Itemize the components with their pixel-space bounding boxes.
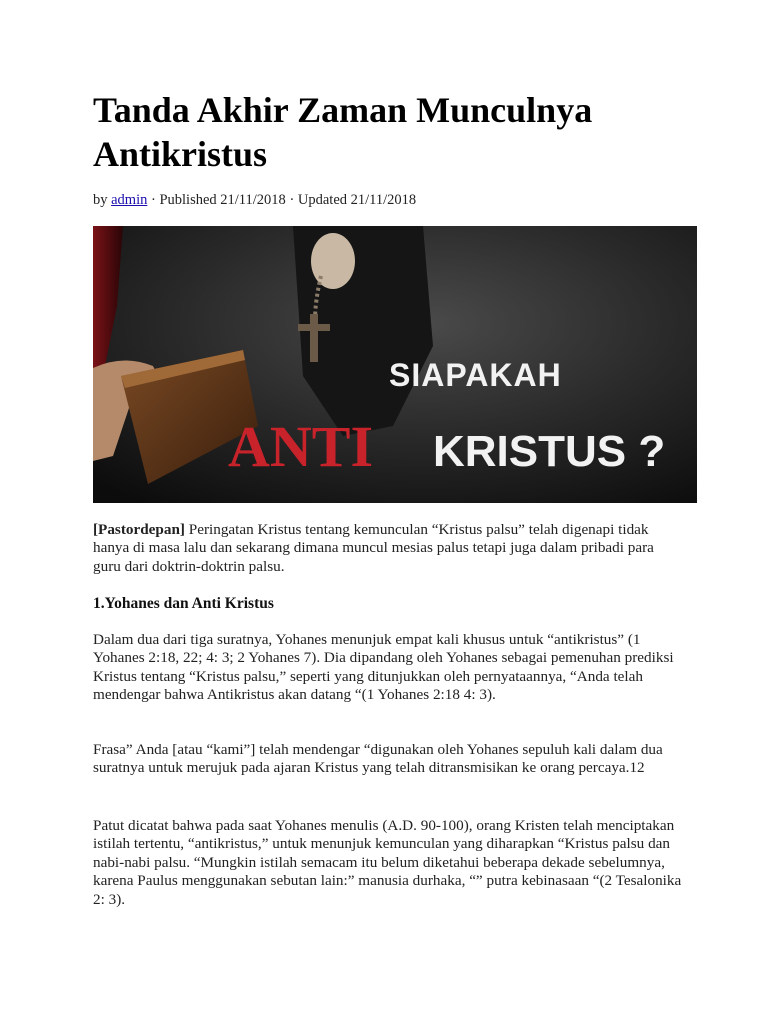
byline-by: by — [93, 192, 108, 208]
hero-text-line1: SIAPAKAH — [389, 357, 562, 393]
hands-shape — [311, 233, 355, 289]
updated-date: 21/11/2018 — [350, 192, 417, 208]
body-paragraph-2: Frasa” Anda [atau “kami”] telah mendengar “digunakan oleh Yohanes sepuluh kali dalam dua suratnya untuk merujuk pada ajaran Kristus yang telah ditransmisikan ke orang percaya.12 — [93, 741, 663, 777]
hero-text-kristus: KRISTUS ? — [433, 427, 666, 476]
hero-text-anti: ANTI — [228, 414, 374, 479]
byline — [93, 192, 416, 209]
intro-paragraph — [93, 521, 683, 576]
cross-horizontal — [298, 324, 330, 331]
section-heading: 1.Yohanes dan Anti Kristus — [93, 595, 274, 612]
published-label: · Published — [151, 192, 217, 208]
cross-vertical — [310, 314, 318, 362]
author-link[interactable]: admin — [111, 192, 148, 208]
body-paragraph-3: Patut dicatat bahwa pada saat Yohanes menulis (A.D. 90-100), orang Kristen telah menciptakan istilah tertentu, “antikristus,” untuk menunjuk kemunculan yang diharapkan “Kristus palsu dan nabi-nabi palsu. “Mungkin istilah semacam itu belum diketahui beberapa dekade sebelumnya, karena Paulus menggunakan sebutan lain:” manusia durhaka, “” putra kebinasaan “(2 Tesalonika 2: 3). — [93, 817, 682, 908]
updated-label: · Updated — [289, 192, 348, 208]
intro-text: Peringatan Kristus tentang kemunculan “Kristus palsu” telah digenapi tidak hanya di masa lalu dan sekarang dimana muncul mesias palus tetapi juga dalam pribadi para guru dari doktrin-doktrin palsu. — [93, 521, 654, 575]
body-paragraph-1: Dalam dua dari tiga suratnya, Yohanes menunjuk empat kali khusus untuk “antikristus” (1 Yohanes 2:18, 22; 4: 3; 2 Yohanes 7). Dia dipandang oleh Yohanes sebagai pemenuhan prediksi Kristus tentang “Kristus palsu,” seperti yang ditunjukkan oleh pernyataannya, “Anda telah mendengar bahwa Antikristus akan datang “(1 Yohanes 2:18 4: 3). — [93, 631, 674, 704]
published-date: 21/11/2018 — [220, 192, 286, 208]
hero-image — [93, 226, 697, 503]
intro-lead: [Pastordepan] — [93, 521, 185, 538]
article-title: Tanda Akhir Zaman Munculnya Antikristus — [93, 90, 593, 174]
hero-illustration — [93, 226, 697, 503]
